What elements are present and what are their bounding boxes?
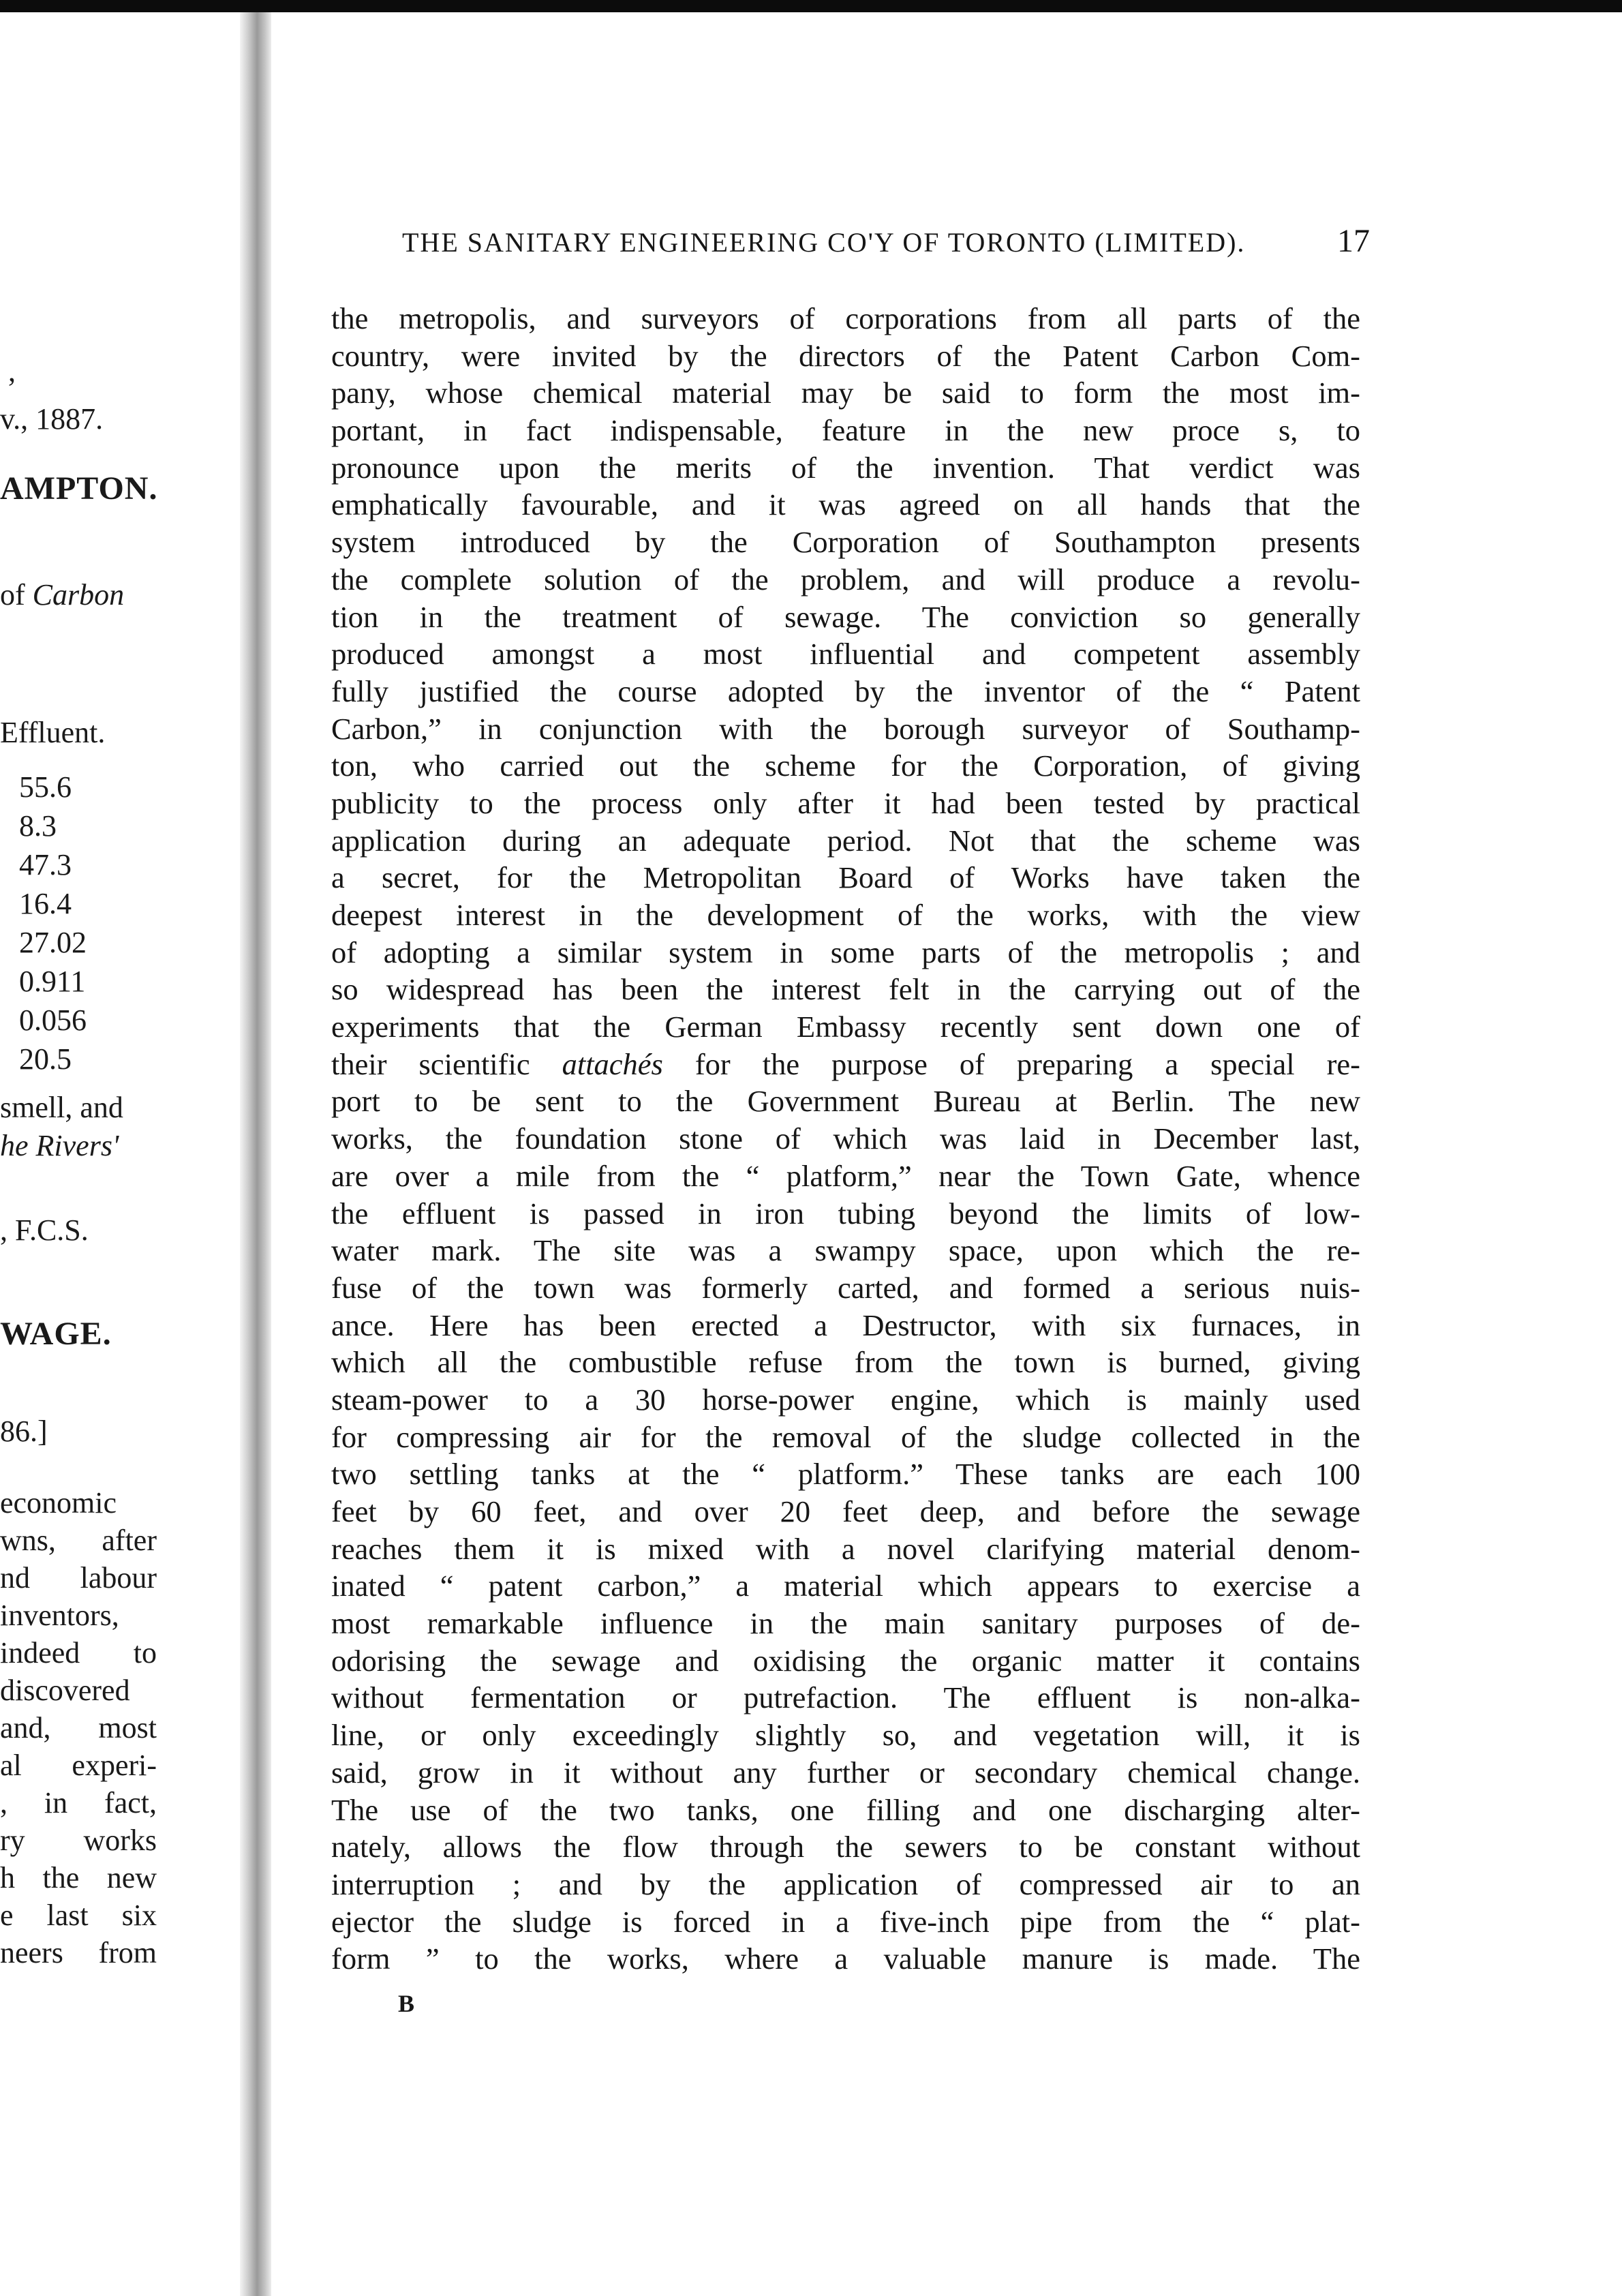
left-page-line: smell, and xyxy=(0,1091,123,1124)
body-line: feet by 60 feet, and over 20 feet deep, and before the sewage xyxy=(331,1494,1360,1528)
body-line: emphatically favourable, and it was agreed on all hands that the xyxy=(331,487,1360,522)
left-page-line: of Carbon xyxy=(0,578,125,611)
left-page-line: inventors, xyxy=(0,1599,119,1632)
left-page-line: 55.6 xyxy=(19,770,72,804)
body-line: line, or only exceedingly slightly so, and vegetation will, it is xyxy=(331,1718,1360,1753)
left-page-line: wns, after xyxy=(0,1524,157,1557)
body-line: reaches them it is mixed with a novel clarifying material denom- xyxy=(331,1531,1360,1566)
body-line: the effluent is passed in iron tubing beyond the limits of low- xyxy=(331,1196,1360,1230)
left-page-line: WAGE. xyxy=(0,1316,112,1352)
left-page-line: and, most xyxy=(0,1711,157,1744)
body-line: without fermentation or putrefaction. The effluent is non-alka- xyxy=(331,1680,1360,1715)
left-page-line: , F.C.S. xyxy=(0,1213,89,1247)
body-line: inated “ patent carbon,” a material which appears to exercise a xyxy=(331,1569,1360,1603)
body-line: pronounce upon the merits of the invention. That verdict was xyxy=(331,450,1360,485)
left-page-line: e last six xyxy=(0,1899,157,1932)
body-line: country, were invited by the directors of the Patent Carbon Com- xyxy=(331,338,1360,373)
body-line: form ” to the works, where a valuable manure is made. The xyxy=(331,1942,1360,1976)
body-line: The use of the two tanks, one filling and one discharging alter- xyxy=(331,1792,1360,1827)
body-line: water mark. The site was a swampy space, upon which the re- xyxy=(331,1233,1360,1268)
left-page-line: discovered xyxy=(0,1674,130,1707)
left-page-line: nd labour xyxy=(0,1561,157,1595)
left-page-line: 86.] xyxy=(0,1415,48,1448)
left-page-line: 20.5 xyxy=(19,1042,72,1076)
book-spine-shadow xyxy=(240,12,271,2296)
body-line: produced amongst a most influential and competent assembly xyxy=(331,637,1360,671)
body-line: their scientific attachés for the purpose of preparing a special re- xyxy=(331,1046,1360,1081)
body-line: fuse of the town was formerly carted, and formed a serious nuis- xyxy=(331,1270,1360,1305)
left-page-line: , in fact, xyxy=(0,1786,157,1819)
body-line: the complete solution of the problem, and will produce a revolu- xyxy=(331,562,1360,596)
left-page-line: h the new xyxy=(0,1861,157,1894)
left-page-line: neers from xyxy=(0,1936,157,1969)
body-line: most remarkable influence in the main sanitary purposes of de- xyxy=(331,1606,1360,1641)
left-page-line: indeed to xyxy=(0,1636,157,1670)
left-page-line: ry works xyxy=(0,1824,157,1857)
left-page-line: AMPTON. xyxy=(0,470,158,507)
signature-mark: B xyxy=(398,1990,415,2017)
body-line: of adopting a similar system in some parts of the metropolis ; and xyxy=(331,935,1360,969)
body-line: Carbon,” in conjunction with the borough surveyor of Southamp- xyxy=(331,711,1360,746)
running-head xyxy=(402,222,1370,263)
left-page-line: economic xyxy=(0,1486,117,1520)
left-page-fragment xyxy=(0,12,240,2296)
left-page-line: 8.3 xyxy=(19,809,57,843)
left-page-line: al experi- xyxy=(0,1749,157,1782)
body-line: works, the foundation stone of which was laid in December last, xyxy=(331,1121,1360,1156)
body-line: said, grow in it without any further or secondary chemical change. xyxy=(331,1755,1360,1789)
body-line: publicity to the process only after it had been tested by practical xyxy=(331,785,1360,820)
body-line: the metropolis, and surveyors of corporations from all parts of the xyxy=(331,301,1360,335)
left-page-line: 47.3 xyxy=(19,848,72,881)
body-line: steam-power to a 30 horse-power engine, which is mainly used xyxy=(331,1382,1360,1417)
body-line: application during an adequate period. Not that the scheme was xyxy=(331,823,1360,858)
left-page-line: he Rivers' xyxy=(0,1129,119,1162)
page-number: 17 xyxy=(1337,223,1370,259)
body-line: odorising the sewage and oxidising the organic matter it contains xyxy=(331,1643,1360,1678)
body-line: two settling tanks at the “ platform.” These tanks are each 100 xyxy=(331,1457,1360,1492)
body-line: deepest interest in the development of the works, with the view xyxy=(331,898,1360,932)
body-line: so widespread has been the interest felt in the carrying out of the xyxy=(331,972,1360,1007)
running-head-title: THE SANITARY ENGINEERING CO'Y OF TORONTO (LIMITED). xyxy=(402,227,1246,258)
body-line: nately, allows the flow through the sewers to be constant without xyxy=(331,1830,1360,1864)
left-page-line: 27.02 xyxy=(19,926,87,959)
body-line: fully justified the course adopted by the inventor of the “ Patent xyxy=(331,674,1360,708)
left-page-line: 0.911 xyxy=(19,965,86,998)
body-line: ance. Here has been erected a Destructor, with six furnaces, in xyxy=(331,1308,1360,1342)
body-line: a secret, for the Metropolitan Board of Works have taken the xyxy=(331,860,1360,895)
body-line: experiments that the German Embassy recently sent down one of xyxy=(331,1010,1360,1044)
body-line: ton, who carried out the scheme for the Corporation, of giving xyxy=(331,749,1360,783)
body-line: tion in the treatment of sewage. The conviction so generally xyxy=(331,599,1360,634)
body-line: portant, in fact indispensable, feature in the new proce s, to xyxy=(331,413,1360,448)
left-page-line: , xyxy=(8,354,16,388)
body-line: are over a mile from the “ platform,” near the Town Gate, whence xyxy=(331,1158,1360,1193)
left-page-line: v., 1887. xyxy=(0,402,104,436)
left-page-line: 0.056 xyxy=(19,1003,87,1037)
body-line: pany, whose chemical material may be said to form the most im- xyxy=(331,376,1360,410)
body-line: ejector the sludge is forced in a five-inch pipe from the “ plat- xyxy=(331,1904,1360,1939)
left-page-line: Effluent. xyxy=(0,716,106,749)
scan-top-border xyxy=(0,0,1622,12)
body-line: for compressing air for the removal of the sludge collected in the xyxy=(331,1419,1360,1454)
body-text xyxy=(331,300,1360,1978)
left-page-line: 16.4 xyxy=(19,887,72,920)
body-line: interruption ; and by the application of compressed air to an xyxy=(331,1867,1360,1901)
body-line: system introduced by the Corporation of Southampton presents xyxy=(331,525,1360,560)
body-line: which all the combustible refuse from the town is burned, giving xyxy=(331,1345,1360,1380)
body-line: port to be sent to the Government Bureau at Berlin. The new xyxy=(331,1084,1360,1119)
